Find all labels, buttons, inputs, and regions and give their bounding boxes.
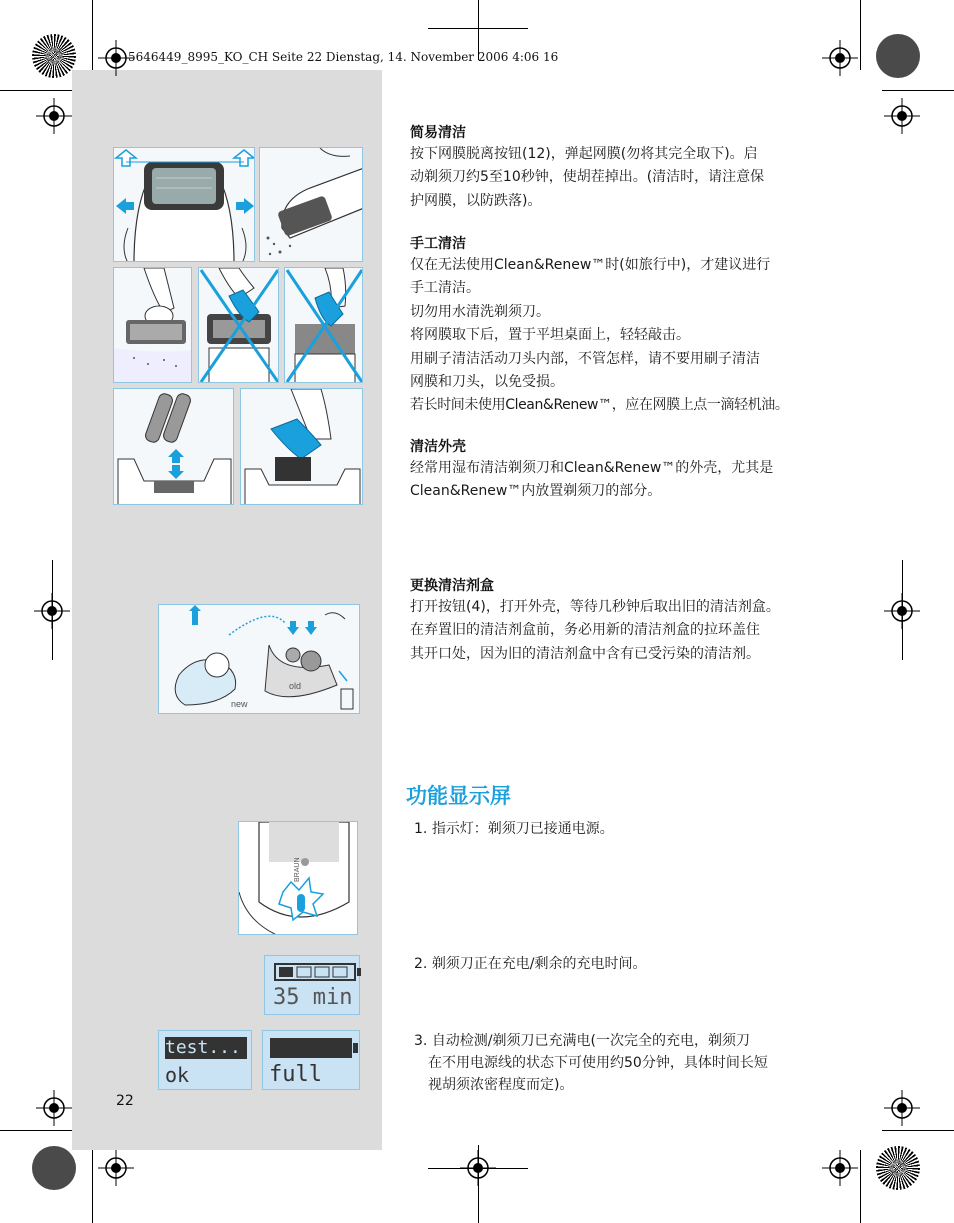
manual-clean-line: 用刷子清洁活动刀头内部，不管怎样，请不要用刷子清洁 [410, 350, 760, 367]
manual-clean-line: 切勿用水清洗剃须刀。 [410, 303, 550, 320]
full-text: full [269, 1062, 322, 1087]
housing-clean-body [410, 457, 773, 504]
starburst-icon [876, 34, 920, 78]
shaver-side-view-illustration [259, 147, 363, 262]
crop-line [92, 1150, 93, 1223]
manual-clean-body [410, 254, 789, 418]
crop-line [0, 1130, 72, 1131]
crop-line [92, 0, 93, 70]
crop-line [0, 90, 72, 91]
registration-mark-icon [822, 1150, 858, 1186]
display-item-1 [414, 818, 614, 840]
manual-clean-line: 手工清洁。 [410, 280, 480, 297]
item-text: 在不用电源线的状态下可使用约50分钟，具体时间长短 [428, 1055, 768, 1071]
cartridge-title: 更换清洁剂盒 [410, 578, 494, 594]
tapping-foil-illustration [113, 267, 192, 383]
easy-clean-title: 简易清洁 [410, 125, 466, 141]
battery-full-icon [269, 1037, 361, 1059]
manual-clean-line: 若长时间未使用Clean&Renew™，应在网膜上点一滴轻机油。 [410, 397, 789, 414]
battery-icon [273, 962, 367, 982]
cartridge-line: 在弃置旧的清洁剂盒前，务必用新的清洁剂盒的拉环盖住 [410, 622, 760, 639]
registration-mark-icon [460, 1150, 496, 1186]
registration-mark-icon [884, 593, 920, 629]
display-item-3 [414, 1030, 768, 1096]
item-text: 指示灯：剃须刀已接通电源。 [431, 821, 614, 837]
lcd-test-display [158, 1030, 252, 1090]
manual-clean-line: 仅在无法使用Clean&Renew™时(如旅行中)，才建议进行 [410, 257, 771, 273]
old-cartridge-label: old [289, 681, 302, 691]
page-number: 22 [116, 1093, 134, 1109]
starburst-icon [876, 1146, 920, 1190]
housing-clean-line: 经常用湿布清洁剃须刀和Clean&Renew™的外壳，尤其是 [410, 460, 774, 476]
brush-foil-prohibited-illustration [198, 267, 279, 383]
cartridge-replacement-illustration [158, 604, 360, 714]
new-cartridge-label: new [231, 699, 248, 709]
crop-line [860, 1150, 861, 1223]
registration-mark-icon [34, 593, 70, 629]
brush-cleaning-illustration [240, 388, 363, 505]
lcd-full-display [262, 1030, 360, 1090]
test-text: test... [165, 1037, 247, 1059]
registration-mark-icon [98, 1150, 134, 1186]
cutter-block-removal-illustration [113, 388, 234, 505]
housing-clean-title: 清洁外壳 [410, 439, 466, 455]
crop-line [860, 0, 861, 70]
easy-clean-body [410, 143, 764, 213]
easy-clean-line: 护网膜，以防跌落)。 [410, 192, 542, 209]
item-number: 1. [414, 821, 428, 837]
item-text: 视胡须浓密程度而定)。 [428, 1077, 574, 1093]
registration-mark-icon [884, 98, 920, 134]
lcd-charging-display [264, 955, 360, 1015]
cartridge-body [410, 596, 780, 666]
registration-mark-icon [36, 1090, 72, 1126]
registration-mark-icon [884, 1090, 920, 1126]
manual-clean-line: 将网膜取下后，置于平坦桌面上，轻轻敲击。 [410, 327, 690, 344]
manual-clean-line: 网膜和刀头，以免受损。 [410, 374, 564, 391]
registration-mark-icon [822, 40, 858, 76]
print-header: 5646449_8995_KO_CH Seite 22 Dienstag, 14. November 2006 4:06 16 [128, 50, 559, 64]
easy-clean-line: 按下网膜脱离按钮(12)，弹起网膜(勿将其完全取下)。启 [410, 146, 758, 162]
display-item-2 [414, 953, 647, 975]
indicator-light-illustration [238, 821, 358, 935]
ok-text: ok [165, 1063, 190, 1087]
manual-clean-title: 手工清洁 [410, 236, 466, 252]
starburst-icon [32, 34, 76, 78]
item-text: 自动检测/剃须刀已充满电(一次完全的充电，剃须刀 [431, 1033, 750, 1049]
brush-cutter-prohibited-illustration [284, 267, 363, 383]
charging-time-text: 35 min [273, 985, 353, 1010]
starburst-icon [32, 1146, 76, 1190]
cartridge-line: 其开口处，因为旧的清洁剂盒中含有已受污染的清洁剂。 [410, 645, 760, 662]
housing-clean-line: Clean&Renew™内放置剃须刀的部分。 [410, 483, 662, 500]
svg-text:BRAUN: BRAUN [294, 857, 301, 882]
item-number: 3. [414, 1033, 428, 1049]
crop-line [882, 1130, 954, 1131]
item-text: 剃须刀正在充电/剩余的充电时间。 [431, 956, 647, 972]
easy-clean-line: 动剃须刀约5至10秒钟，使胡茬掉出。(清洁时，请注意保 [410, 169, 765, 186]
registration-mark-icon [36, 98, 72, 134]
display-section-heading: 功能显示屏 [406, 784, 511, 808]
crop-line [882, 90, 954, 91]
item-number: 2. [414, 956, 428, 972]
cartridge-line: 打开按钮(4)，打开外壳，等待几秒钟后取出旧的清洁剂盒。 [410, 599, 780, 615]
shaver-foil-release-illustration [113, 147, 255, 262]
